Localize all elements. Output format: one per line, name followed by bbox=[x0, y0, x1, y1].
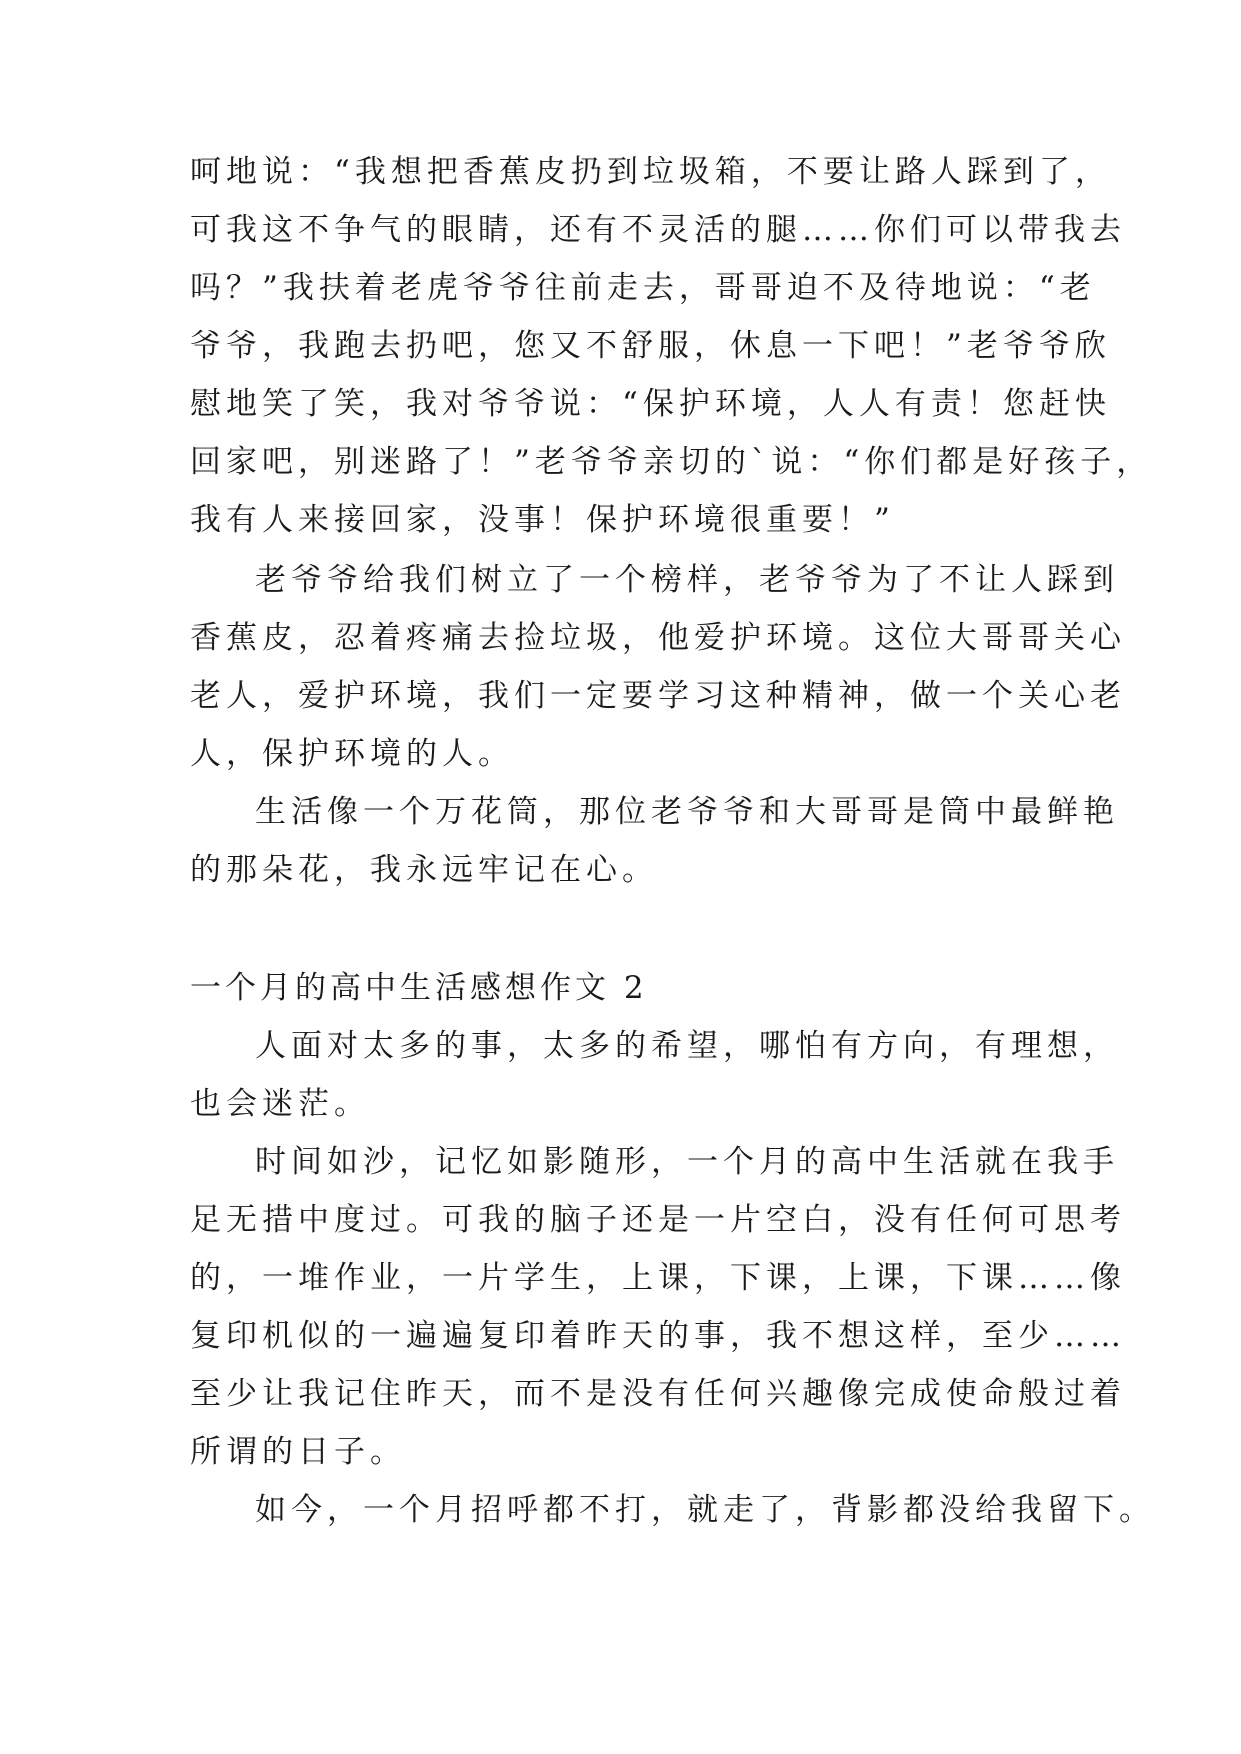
text-line: 慰地笑了笑，我对爷爷说：“保护环境，人人有责！您赶快 bbox=[190, 386, 1111, 422]
text-line: 复印机似的一遍遍复印着昨天的事，我不想这样，至少…… bbox=[190, 1318, 1126, 1354]
text-line: 爷爷，我跑去扔吧，您又不舒服，休息一下吧！”老爷爷欣 bbox=[190, 328, 1111, 364]
text-line: 的那朵花，我永远牢记在心。 bbox=[190, 852, 658, 888]
text-line: 人面对太多的事，太多的希望，哪怕有方向，有理想， bbox=[255, 1028, 1119, 1064]
section-heading: 一个月的高中生活感想作文 2 bbox=[190, 970, 648, 1006]
text-line: 时间如沙，记忆如影随形，一个月的高中生活就在我手 bbox=[255, 1144, 1119, 1180]
text-line: 老人，爱护环境，我们一定要学习这种精神，做一个关心老 bbox=[190, 678, 1126, 714]
text-line: 可我这不争气的眼睛，还有不灵活的腿……你们可以带我去 bbox=[190, 212, 1126, 248]
text-line: 呵地说：“我想把香蕉皮扔到垃圾箱，不要让路人踩到了， bbox=[190, 154, 1111, 190]
text-line: 老爷爷给我们树立了一个榜样，老爷爷为了不让人踩到 bbox=[255, 562, 1119, 598]
text-line: 吗？”我扶着老虎爷爷往前走去，哥哥迫不及待地说：“老 bbox=[190, 270, 1096, 306]
text-line: 生活像一个万花筒，那位老爷爷和大哥哥是筒中最鲜艳 bbox=[255, 794, 1119, 830]
text-line: 人，保护环境的人。 bbox=[190, 736, 514, 772]
text-line: 的，一堆作业，一片学生，上课，下课，上课，下课……像 bbox=[190, 1260, 1126, 1296]
text-line: 我有人来接回家，没事！保护环境很重要！” bbox=[190, 502, 895, 538]
text-line: 回家吧，别迷路了！”老爷爷亲切的`说：“你们都是好孩子， bbox=[190, 444, 1153, 480]
text-line: 至少让我记住昨天，而不是没有任何兴趣像完成使命般过着 bbox=[190, 1376, 1126, 1412]
text-line: 所谓的日子。 bbox=[190, 1434, 406, 1470]
text-line: 也会迷茫。 bbox=[190, 1086, 370, 1122]
text-line: 香蕉皮，忍着疼痛去捡垃圾，他爱护环境。这位大哥哥关心 bbox=[190, 620, 1126, 656]
text-line: 足无措中度过。可我的脑子还是一片空白，没有任何可思考 bbox=[190, 1202, 1126, 1238]
text-line: 如今，一个月招呼都不打，就走了，背影都没给我留下。 bbox=[255, 1492, 1155, 1528]
